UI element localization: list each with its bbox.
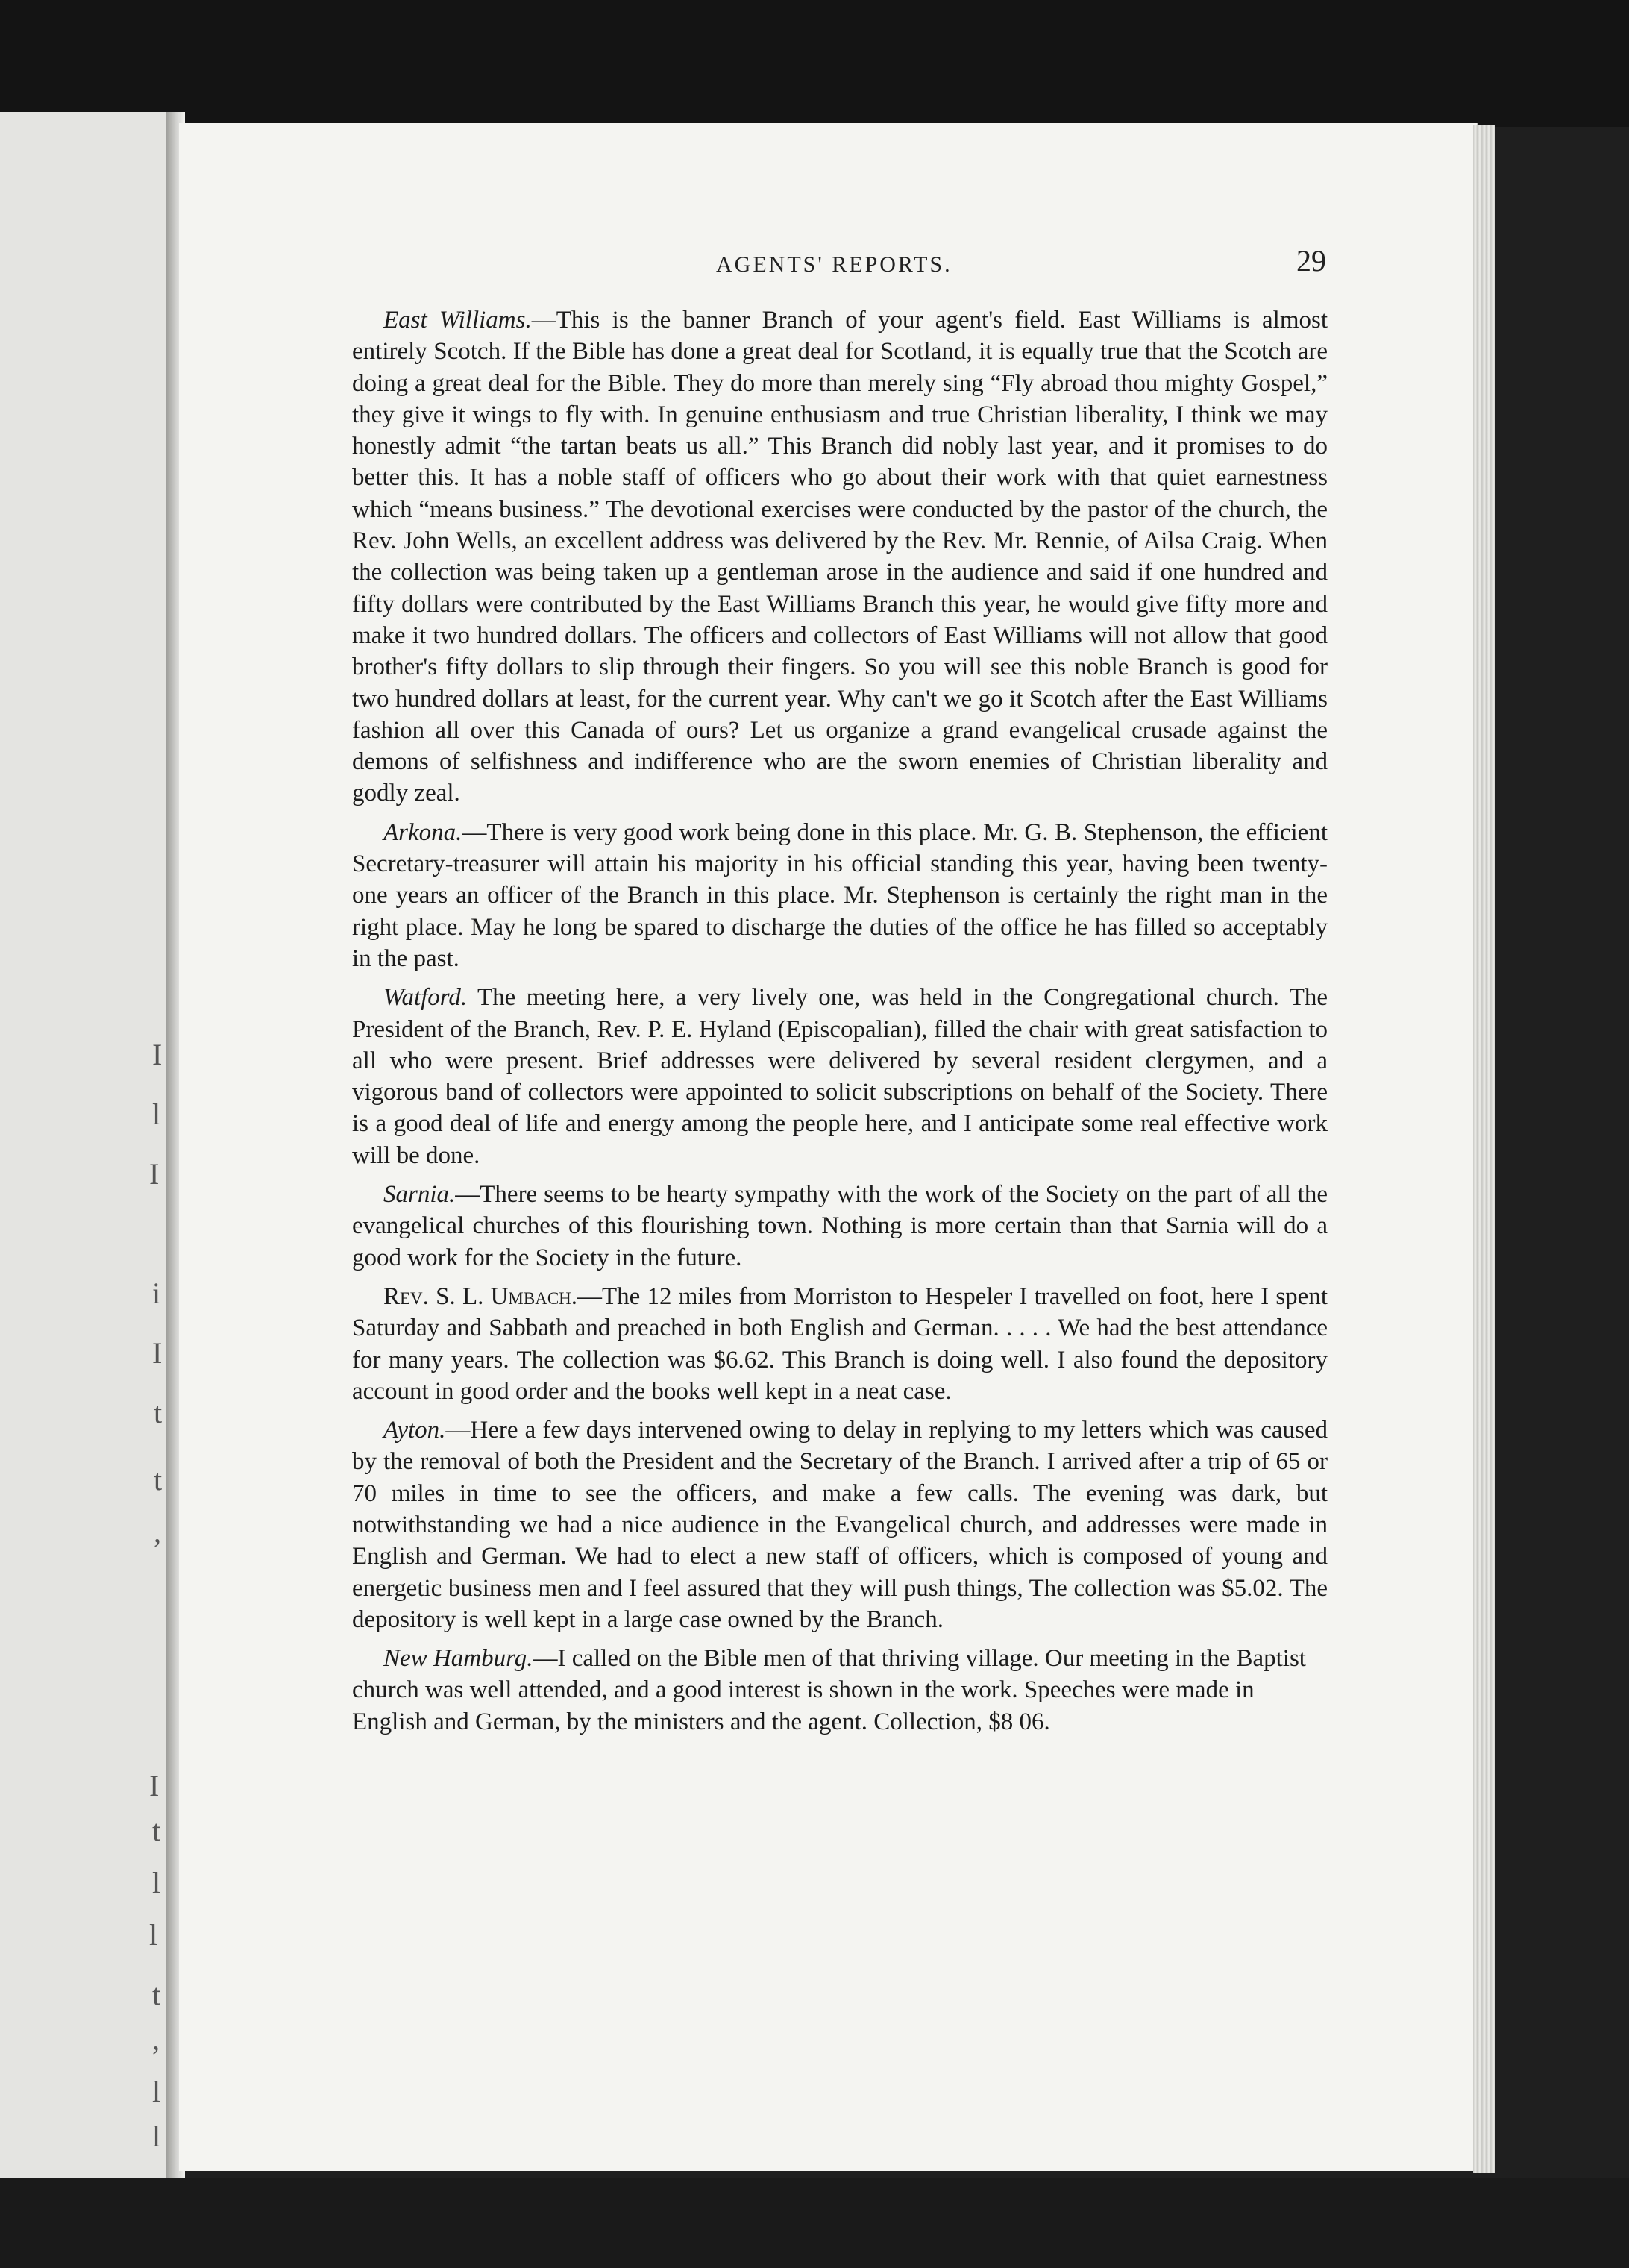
page-number: 29	[1296, 244, 1326, 278]
facing-page-fragment: I	[149, 1769, 160, 1802]
paragraph-lead: Arkona.	[383, 818, 462, 846]
paragraph-lead: Watford.	[383, 984, 468, 1012]
paragraph-east-williams	[352, 304, 1328, 809]
paragraph-arkona	[352, 817, 1328, 974]
page-stack-edge	[1473, 125, 1495, 2173]
facing-page-fragment: ,	[154, 1515, 161, 1549]
facing-page-fragment: t	[154, 1463, 163, 1497]
facing-page-fragment: l	[152, 2120, 161, 2153]
paragraph-lead: Sarnia.	[383, 1181, 456, 1209]
paragraph-new-hamburg	[352, 1643, 1328, 1738]
paragraph-text: —This is the banner Branch of your agent's field. East Williams is almost entirely Scotch. If the Bible has done a great deal for Scotland, it is equally true that the Scotch are doing a great deal for the Bible. They do more than merely sing “Fly abroad thou mighty Gospel,” they give it wings to fly with. In genuine enthusiasm and true Christian liberality, I think we may honestly admit “the tartan beats us all.” This Branch did nobly last year, and it promises to do better this. It has a noble staff of officers who go about their work with that quiet earnestness which “means business.” The devotional exercises were conducted by the pastor of the church, the Rev. John Wells, an excellent address was delivered by the Rev. Mr. Rennie, of Ailsa Craig. When the collection was being taken up a gentleman arose in the audience and said if one hundred and fifty dollars were contributed by the East Williams Branch this year, he would give fifty more and make it two hundred dollars. The officers and collectors of East Williams will not allow that good brother's fifty dollars to slip through their fingers. So you will see this noble Branch is good for two hundred dollars at least, for the current year. Why can't we go it Scotch after the East Williams fashion all over this Canada of ours? Let us organize a grand evangelical crusade against the demons of selfishness and indifference who are the sworn enemies of Christian liberality and godly zeal.	[352, 307, 1328, 807]
facing-page-fragment: i	[152, 1276, 161, 1310]
facing-page-fragment: I	[152, 1336, 163, 1370]
paragraph-text: —I called on the Bible men of that thriving village. Our meeting in the Baptist church was well attended, and a good interest is shown in the work. Speeches were made in English and German, by the ministers and the agent. Collection, $8 06.	[352, 1645, 1306, 1735]
facing-page-edge	[0, 112, 170, 2193]
facing-page-fragment: t	[152, 1978, 161, 2011]
paragraph-text: —There seems to be hearty sympathy with the work of the Society on the part of all the evangelical churches of this flourishing town. Nothing is more certain than that Sarnia will do a good work for the Society in the future.	[352, 1181, 1328, 1271]
paragraph-umbach	[352, 1281, 1328, 1407]
facing-page-fragment: ,	[152, 2023, 160, 2056]
facing-page-fragment: l	[149, 1918, 158, 1952]
scan-background-bottom	[0, 2178, 1629, 2268]
running-head: AGENTS' REPORTS.	[716, 252, 952, 277]
facing-page-fragment: I	[152, 1038, 163, 1071]
paragraph-text: —There is very good work being done in this place. Mr. G. B. Stephenson, the efficient Secretary-treasurer will attain his majority in his official standing this year, having been twenty-one years an officer of the Branch in this place. Mr. Stephenson is certainly the right man in the right place. May he long be spared to discharge the duties of the office he has filled so acceptably in the past.	[352, 818, 1328, 972]
facing-page-fragment: l	[152, 1097, 161, 1131]
facing-page-fragment: t	[152, 1814, 161, 1847]
facing-page-fragment: l	[152, 1866, 161, 1899]
paragraph-lead: East Williams.	[383, 307, 532, 333]
facing-page-fragment: l	[152, 2075, 161, 2108]
paragraph-ayton	[352, 1415, 1328, 1635]
paragraph-sarnia	[352, 1179, 1328, 1274]
paragraph-lead: Rev. S. L. Umbach.	[383, 1282, 578, 1310]
paragraph-text: —The 12 miles from Morriston to Hespeler I travelled on foot, here I spent Saturday and Sabbath and preached in both English and German. . . . . We had the best attendance for many years. The collection was $6.62. This Branch is doing well. I also found the depository account in good order and the books well kept in a neat case.	[352, 1282, 1328, 1405]
paragraph-text: The meeting here, a very lively one, was held in the Congregational church. The President of the Branch, Rev. P. E. Hyland (Episcopalian), filled the chair with great satisfaction to all who were present. Brief addresses were delivered by several resident clergymen, and a vigorous band of collectors were appointed to solicit subscriptions on behalf of the Society. There is a good deal of life and energy among the people here, and I anticipate some real effective work will be done.	[352, 984, 1328, 1169]
paragraph-lead: New Hamburg.	[383, 1645, 533, 1673]
paragraph-text: —Here a few days intervened owing to delay in replying to my letters which was caused by the removal of both the President and the Secretary of the Branch. I arrived after a trip of 65 or 70 miles in time to see the officers, and make a few calls. The evening was dark, but notwithstanding we had a nice audience in the Evangelical church, and addresses were made in English and German. We had to elect a new staff of officers, which is composed of young and energetic business men and I feel assured that they will push things, The collection was $5.02. The depository is well kept in a large case owned by the Branch.	[352, 1417, 1328, 1633]
facing-page-fragment: I	[149, 1157, 160, 1191]
facing-page-fragment: t	[154, 1396, 163, 1429]
scan-background-top	[0, 0, 1629, 127]
paragraph-watford	[352, 982, 1328, 1171]
paragraph-lead: Ayton.	[383, 1417, 446, 1444]
report-body	[352, 304, 1328, 1745]
